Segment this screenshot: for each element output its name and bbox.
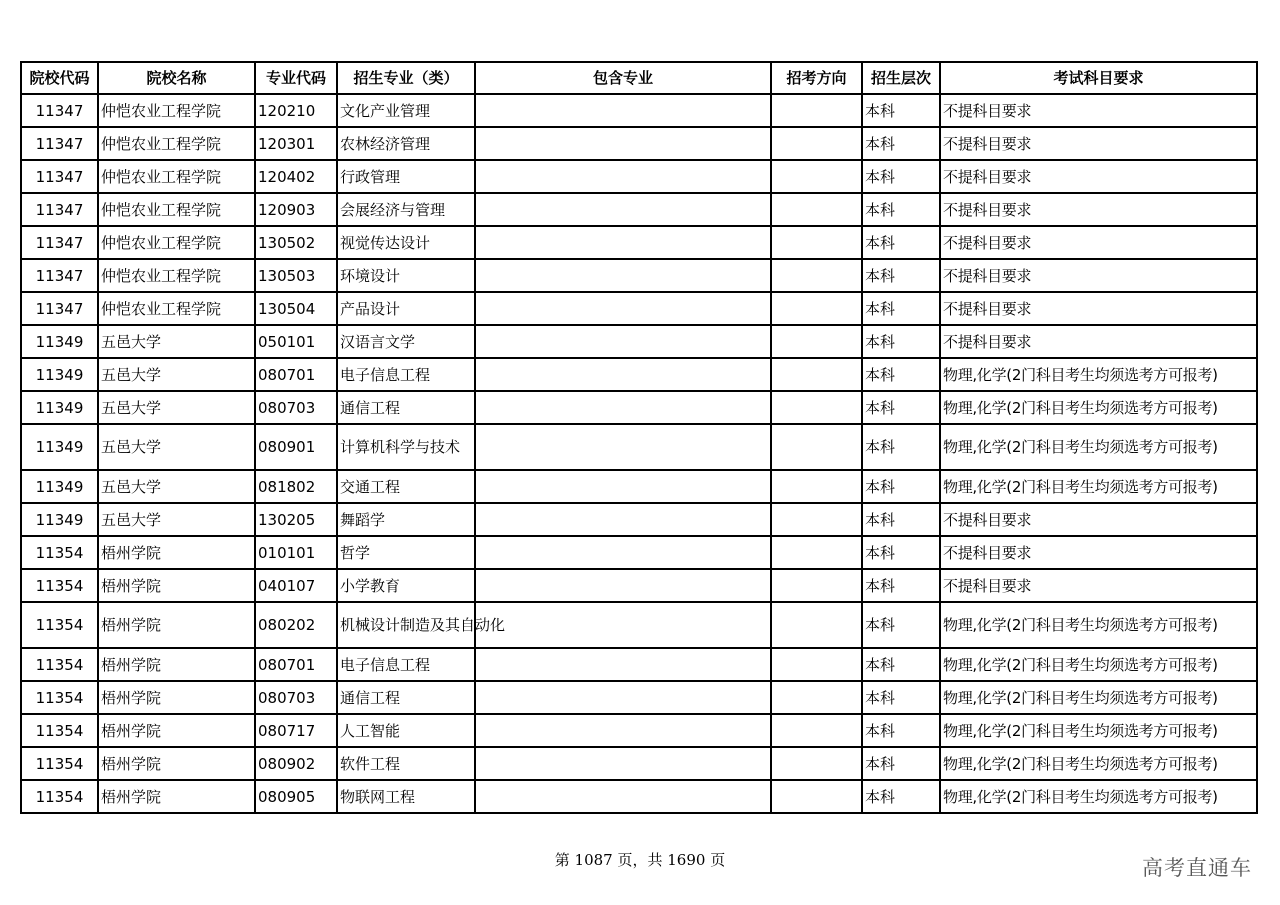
- table-row: [21, 569, 1257, 602]
- major-name-cell: 会展经济与管理: [337, 193, 475, 226]
- direction-cell: [771, 714, 862, 747]
- major-name-cell: 舞蹈学: [337, 503, 475, 536]
- table-row: [21, 226, 1257, 259]
- major-name-cell: 产品设计: [337, 292, 475, 325]
- included-majors-cell: [475, 780, 771, 813]
- included-majors-cell: [475, 94, 771, 127]
- school-code-cell: 11354: [21, 569, 98, 602]
- school-code-cell: 11354: [21, 747, 98, 780]
- direction-cell: [771, 193, 862, 226]
- major-name-cell: 行政管理: [337, 160, 475, 193]
- included-majors-cell: [475, 226, 771, 259]
- direction-cell: [771, 602, 862, 648]
- major-name-cell: 视觉传达设计: [337, 226, 475, 259]
- subject-requirement-cell: 物理,化学(2门科目考生均须选考方可报考): [940, 747, 1257, 780]
- direction-cell: [771, 569, 862, 602]
- major-code-cell: 080902: [255, 747, 337, 780]
- major-name-cell: 软件工程: [337, 747, 475, 780]
- major-code-cell: 130504: [255, 292, 337, 325]
- direction-cell: [771, 681, 862, 714]
- subject-requirement-cell: 物理,化学(2门科目考生均须选考方可报考): [940, 424, 1257, 470]
- level-cell: 本科: [862, 226, 940, 259]
- major-code-cell: 120301: [255, 127, 337, 160]
- school-code-cell: 11349: [21, 391, 98, 424]
- included-majors-cell: [475, 714, 771, 747]
- included-majors-cell: [475, 391, 771, 424]
- direction-cell: [771, 424, 862, 470]
- major-name-cell: 通信工程: [337, 391, 475, 424]
- school-name-cell: 仲恺农业工程学院: [98, 127, 255, 160]
- direction-cell: [771, 470, 862, 503]
- major-name-cell: 物联网工程: [337, 780, 475, 813]
- major-code-cell: 120210: [255, 94, 337, 127]
- subject-requirement-cell: 物理,化学(2门科目考生均须选考方可报考): [940, 648, 1257, 681]
- direction-cell: [771, 259, 862, 292]
- table-row: [21, 780, 1257, 813]
- school-name-cell: 仲恺农业工程学院: [98, 226, 255, 259]
- school-name-cell: 梧州学院: [98, 681, 255, 714]
- major-code-cell: 130205: [255, 503, 337, 536]
- major-name-cell: 汉语言文学: [337, 325, 475, 358]
- table-row: [21, 94, 1257, 127]
- school-code-cell: 11354: [21, 681, 98, 714]
- major-code-cell: 080901: [255, 424, 337, 470]
- included-majors-cell: [475, 747, 771, 780]
- school-code-cell: 11349: [21, 358, 98, 391]
- major-code-cell: 080703: [255, 391, 337, 424]
- level-cell: 本科: [862, 160, 940, 193]
- level-cell: 本科: [862, 714, 940, 747]
- header-direction: 招考方向: [771, 62, 862, 94]
- included-majors-cell: [475, 503, 771, 536]
- school-name-cell: 梧州学院: [98, 536, 255, 569]
- major-name-cell: 人工智能: [337, 714, 475, 747]
- direction-cell: [771, 160, 862, 193]
- header-included-majors: 包含专业: [475, 62, 771, 94]
- subject-requirement-cell: 不提科目要求: [940, 94, 1257, 127]
- school-name-cell: 仲恺农业工程学院: [98, 193, 255, 226]
- level-cell: 本科: [862, 292, 940, 325]
- table-row: [21, 193, 1257, 226]
- table-row: [21, 747, 1257, 780]
- school-code-cell: 11354: [21, 780, 98, 813]
- included-majors-cell: [475, 259, 771, 292]
- included-majors-cell: [475, 648, 771, 681]
- subject-requirement-cell: 物理,化学(2门科目考生均须选考方可报考): [940, 780, 1257, 813]
- school-name-cell: 五邑大学: [98, 424, 255, 470]
- included-majors-cell: [475, 160, 771, 193]
- subject-requirement-cell: 不提科目要求: [940, 569, 1257, 602]
- table-row: [21, 424, 1257, 470]
- school-code-cell: 11354: [21, 602, 98, 648]
- header-major-code: 专业代码: [255, 62, 337, 94]
- subject-requirement-cell: 物理,化学(2门科目考生均须选考方可报考): [940, 358, 1257, 391]
- level-cell: 本科: [862, 681, 940, 714]
- major-code-cell: 130502: [255, 226, 337, 259]
- level-cell: 本科: [862, 358, 940, 391]
- major-name-cell: 电子信息工程: [337, 648, 475, 681]
- major-name-cell: 计算机科学与技术: [337, 424, 475, 470]
- school-code-cell: 11347: [21, 226, 98, 259]
- direction-cell: [771, 536, 862, 569]
- major-code-cell: 080701: [255, 648, 337, 681]
- table-row: [21, 259, 1257, 292]
- table-row: [21, 160, 1257, 193]
- major-name-cell: 小学教育: [337, 569, 475, 602]
- included-majors-cell: [475, 470, 771, 503]
- major-code-cell: 050101: [255, 325, 337, 358]
- subject-requirement-cell: 物理,化学(2门科目考生均须选考方可报考): [940, 470, 1257, 503]
- major-name-cell: 机械设计制造及其自动化: [337, 602, 475, 648]
- table-row: [21, 470, 1257, 503]
- table-row: [21, 358, 1257, 391]
- table-row: [21, 127, 1257, 160]
- header-subject-requirements: 考试科目要求: [940, 62, 1257, 94]
- included-majors-cell: [475, 358, 771, 391]
- subject-requirement-cell: 不提科目要求: [940, 325, 1257, 358]
- major-code-cell: 010101: [255, 536, 337, 569]
- school-name-cell: 五邑大学: [98, 470, 255, 503]
- table-row: [21, 681, 1257, 714]
- school-name-cell: 仲恺农业工程学院: [98, 259, 255, 292]
- table-row: [21, 292, 1257, 325]
- header-major: 招生专业（类）: [337, 62, 475, 94]
- major-code-cell: 080717: [255, 714, 337, 747]
- school-name-cell: 梧州学院: [98, 714, 255, 747]
- direction-cell: [771, 94, 862, 127]
- direction-cell: [771, 226, 862, 259]
- direction-cell: [771, 747, 862, 780]
- school-code-cell: 11349: [21, 470, 98, 503]
- page-number: 第 1087 页，共 1690 页: [554, 851, 726, 869]
- subject-requirement-cell: 物理,化学(2门科目考生均须选考方可报考): [940, 391, 1257, 424]
- table-row: [21, 391, 1257, 424]
- school-name-cell: 仲恺农业工程学院: [98, 160, 255, 193]
- included-majors-cell: [475, 292, 771, 325]
- subject-requirement-cell: 不提科目要求: [940, 226, 1257, 259]
- table-row: [21, 648, 1257, 681]
- major-code-cell: 081802: [255, 470, 337, 503]
- included-majors-cell: [475, 681, 771, 714]
- table-row: [21, 602, 1257, 648]
- school-name-cell: 五邑大学: [98, 391, 255, 424]
- level-cell: 本科: [862, 503, 940, 536]
- direction-cell: [771, 127, 862, 160]
- level-cell: 本科: [862, 424, 940, 470]
- major-code-cell: 080701: [255, 358, 337, 391]
- included-majors-cell: [475, 325, 771, 358]
- table-row: [21, 503, 1257, 536]
- admissions-table: [20, 61, 1258, 814]
- major-code-cell: 080202: [255, 602, 337, 648]
- subject-requirement-cell: 不提科目要求: [940, 193, 1257, 226]
- table-header-row: [21, 62, 1257, 94]
- school-name-cell: 梧州学院: [98, 780, 255, 813]
- major-name-cell: 电子信息工程: [337, 358, 475, 391]
- school-code-cell: 11349: [21, 503, 98, 536]
- major-code-cell: 130503: [255, 259, 337, 292]
- level-cell: 本科: [862, 325, 940, 358]
- major-name-cell: 文化产业管理: [337, 94, 475, 127]
- direction-cell: [771, 503, 862, 536]
- level-cell: 本科: [862, 536, 940, 569]
- subject-requirement-cell: 不提科目要求: [940, 503, 1257, 536]
- table-row: [21, 536, 1257, 569]
- major-code-cell: 080703: [255, 681, 337, 714]
- included-majors-cell: [475, 424, 771, 470]
- school-name-cell: 仲恺农业工程学院: [98, 94, 255, 127]
- subject-requirement-cell: 物理,化学(2门科目考生均须选考方可报考): [940, 602, 1257, 648]
- school-code-cell: 11349: [21, 424, 98, 470]
- major-code-cell: 120903: [255, 193, 337, 226]
- direction-cell: [771, 292, 862, 325]
- table-row: [21, 714, 1257, 747]
- direction-cell: [771, 780, 862, 813]
- direction-cell: [771, 358, 862, 391]
- table-row: [21, 325, 1257, 358]
- level-cell: 本科: [862, 391, 940, 424]
- school-name-cell: 五邑大学: [98, 325, 255, 358]
- school-code-cell: 11349: [21, 325, 98, 358]
- included-majors-cell: [475, 127, 771, 160]
- included-majors-cell: [475, 536, 771, 569]
- included-majors-cell: [475, 193, 771, 226]
- subject-requirement-cell: 物理,化学(2门科目考生均须选考方可报考): [940, 681, 1257, 714]
- watermark-logo-text: 高考直通车: [1142, 856, 1252, 880]
- level-cell: 本科: [862, 127, 940, 160]
- school-code-cell: 11354: [21, 536, 98, 569]
- subject-requirement-cell: 不提科目要求: [940, 127, 1257, 160]
- level-cell: 本科: [862, 470, 940, 503]
- header-level: 招生层次: [862, 62, 940, 94]
- direction-cell: [771, 391, 862, 424]
- direction-cell: [771, 648, 862, 681]
- major-code-cell: 040107: [255, 569, 337, 602]
- direction-cell: [771, 325, 862, 358]
- header-school-code: 院校代码: [21, 62, 98, 94]
- table-body: [21, 94, 1257, 813]
- school-name-cell: 梧州学院: [98, 569, 255, 602]
- included-majors-cell: [475, 569, 771, 602]
- major-name-cell: 哲学: [337, 536, 475, 569]
- major-name-cell: 农林经济管理: [337, 127, 475, 160]
- subject-requirement-cell: 不提科目要求: [940, 536, 1257, 569]
- school-code-cell: 11347: [21, 292, 98, 325]
- school-code-cell: 11347: [21, 259, 98, 292]
- major-name-cell: 通信工程: [337, 681, 475, 714]
- subject-requirement-cell: 不提科目要求: [940, 160, 1257, 193]
- included-majors-cell: [475, 602, 771, 648]
- level-cell: 本科: [862, 94, 940, 127]
- school-code-cell: 11347: [21, 94, 98, 127]
- level-cell: 本科: [862, 569, 940, 602]
- school-code-cell: 11347: [21, 193, 98, 226]
- level-cell: 本科: [862, 193, 940, 226]
- major-code-cell: 120402: [255, 160, 337, 193]
- school-name-cell: 梧州学院: [98, 648, 255, 681]
- school-name-cell: 五邑大学: [98, 358, 255, 391]
- school-name-cell: 五邑大学: [98, 503, 255, 536]
- subject-requirement-cell: 不提科目要求: [940, 259, 1257, 292]
- level-cell: 本科: [862, 259, 940, 292]
- major-code-cell: 080905: [255, 780, 337, 813]
- level-cell: 本科: [862, 648, 940, 681]
- major-name-cell: 环境设计: [337, 259, 475, 292]
- level-cell: 本科: [862, 747, 940, 780]
- major-name-cell: 交通工程: [337, 470, 475, 503]
- school-name-cell: 梧州学院: [98, 602, 255, 648]
- school-code-cell: 11347: [21, 127, 98, 160]
- level-cell: 本科: [862, 602, 940, 648]
- school-name-cell: 梧州学院: [98, 747, 255, 780]
- school-code-cell: 11354: [21, 714, 98, 747]
- level-cell: 本科: [862, 780, 940, 813]
- subject-requirement-cell: 物理,化学(2门科目考生均须选考方可报考): [940, 714, 1257, 747]
- school-code-cell: 11354: [21, 648, 98, 681]
- header-school-name: 院校名称: [98, 62, 255, 94]
- subject-requirement-cell: 不提科目要求: [940, 292, 1257, 325]
- school-code-cell: 11347: [21, 160, 98, 193]
- school-name-cell: 仲恺农业工程学院: [98, 292, 255, 325]
